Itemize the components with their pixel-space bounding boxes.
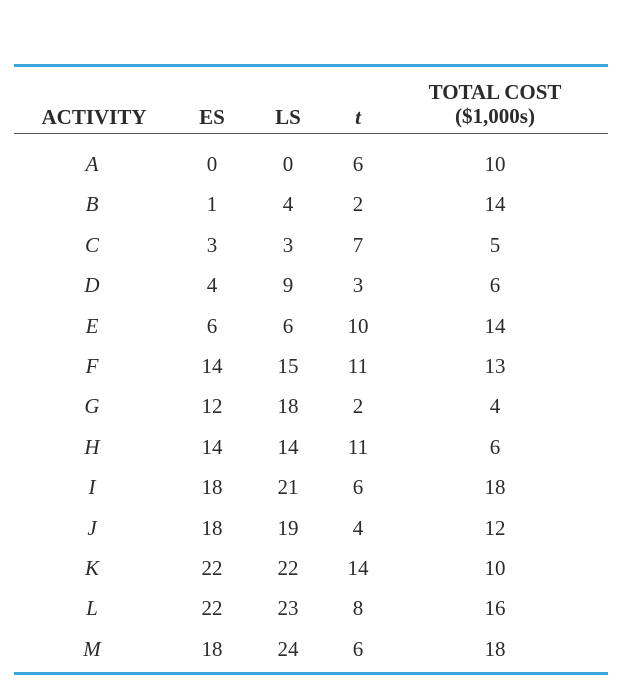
header-total-cost-line2: ($1,000s) (455, 104, 535, 128)
cell-activity: D (84, 273, 100, 298)
cell-es: 22 (201, 555, 223, 580)
table-header-rule (14, 133, 608, 134)
cell-ls: 18 (277, 394, 299, 419)
cell-t: 10 (347, 313, 369, 338)
table-row (0, 590, 640, 630)
cell-activity: M (83, 636, 101, 661)
header-ls: LS (275, 105, 301, 129)
table-row (0, 429, 640, 469)
cell-es: 22 (201, 596, 223, 621)
cell-activity: H (84, 434, 100, 459)
cell-ls: 6 (282, 313, 294, 338)
cell-t: 11 (347, 434, 369, 459)
table-row (0, 469, 640, 509)
cell-activity: K (84, 555, 99, 580)
cell-cost: 6 (489, 273, 501, 298)
cell-es: 6 (206, 313, 218, 338)
cell-activity: L (86, 596, 98, 621)
cell-ls: 9 (282, 273, 294, 298)
cell-es: 0 (206, 152, 218, 176)
table-row (0, 146, 640, 186)
cell-es: 4 (206, 273, 218, 298)
cell-es: 18 (201, 636, 223, 661)
cell-ls: 21 (277, 475, 299, 500)
table-row (0, 388, 640, 428)
table-row (0, 550, 640, 590)
cell-ls: 14 (277, 434, 299, 459)
cell-activity: C (84, 232, 99, 257)
cell-t: 2 (352, 192, 364, 217)
cell-cost: 16 (484, 596, 506, 621)
table-row (0, 631, 640, 671)
header-activity: ACTIVITY (41, 105, 147, 129)
cell-es: 18 (201, 475, 223, 500)
cell-t: 2 (352, 394, 364, 419)
cell-t: 6 (352, 152, 364, 176)
cell-es: 1 (206, 192, 218, 217)
header-t: t (355, 105, 361, 129)
header-es: ES (199, 105, 225, 129)
cell-cost: 18 (484, 636, 506, 661)
table-row (0, 510, 640, 550)
cell-cost: 12 (484, 515, 506, 540)
cell-cost: 10 (484, 555, 506, 580)
cell-t: 14 (347, 555, 369, 580)
cell-es: 12 (201, 394, 223, 419)
cell-t: 6 (352, 636, 364, 661)
cell-t: 7 (352, 232, 364, 257)
table-row (0, 186, 640, 226)
cell-es: 18 (201, 515, 223, 540)
cell-cost: 6 (489, 434, 501, 459)
cell-cost: 14 (484, 192, 506, 217)
cell-ls: 3 (282, 232, 294, 257)
cell-es: 14 (201, 434, 223, 459)
cell-ls: 4 (282, 192, 294, 217)
table-row (0, 227, 640, 267)
cell-cost: 10 (484, 152, 506, 176)
cell-cost: 13 (484, 353, 506, 378)
table-header (0, 0, 640, 134)
cell-activity: A (85, 152, 99, 176)
table-row (0, 267, 640, 307)
cell-ls: 22 (277, 555, 299, 580)
cell-activity: E (85, 313, 99, 338)
cell-cost: 5 (489, 232, 501, 257)
cell-ls: 23 (277, 596, 299, 621)
cell-t: 6 (352, 475, 364, 500)
cell-cost: 4 (489, 394, 501, 419)
cell-cost: 18 (484, 475, 506, 500)
cell-ls: 0 (282, 152, 294, 176)
cell-activity: G (84, 394, 100, 419)
cell-t: 8 (352, 596, 364, 621)
cell-t: 11 (347, 353, 369, 378)
table-row (0, 348, 640, 388)
cell-activity: J (87, 515, 97, 540)
cell-ls: 19 (277, 515, 299, 540)
cell-ls: 15 (277, 353, 299, 378)
cell-t: 3 (352, 273, 364, 298)
cell-activity: F (85, 353, 99, 378)
cell-t: 4 (352, 515, 364, 540)
header-total-cost (400, 80, 590, 128)
cell-es: 14 (201, 353, 223, 378)
cell-cost: 14 (484, 313, 506, 338)
table-bottom-rule (14, 672, 608, 675)
cell-ls: 24 (277, 636, 299, 661)
cell-es: 3 (206, 232, 218, 257)
table-row (0, 308, 640, 348)
cell-activity: I (88, 475, 96, 500)
cell-activity: B (85, 192, 99, 217)
header-total-cost-line1: TOTAL COST (428, 80, 562, 104)
table-body (0, 146, 640, 671)
